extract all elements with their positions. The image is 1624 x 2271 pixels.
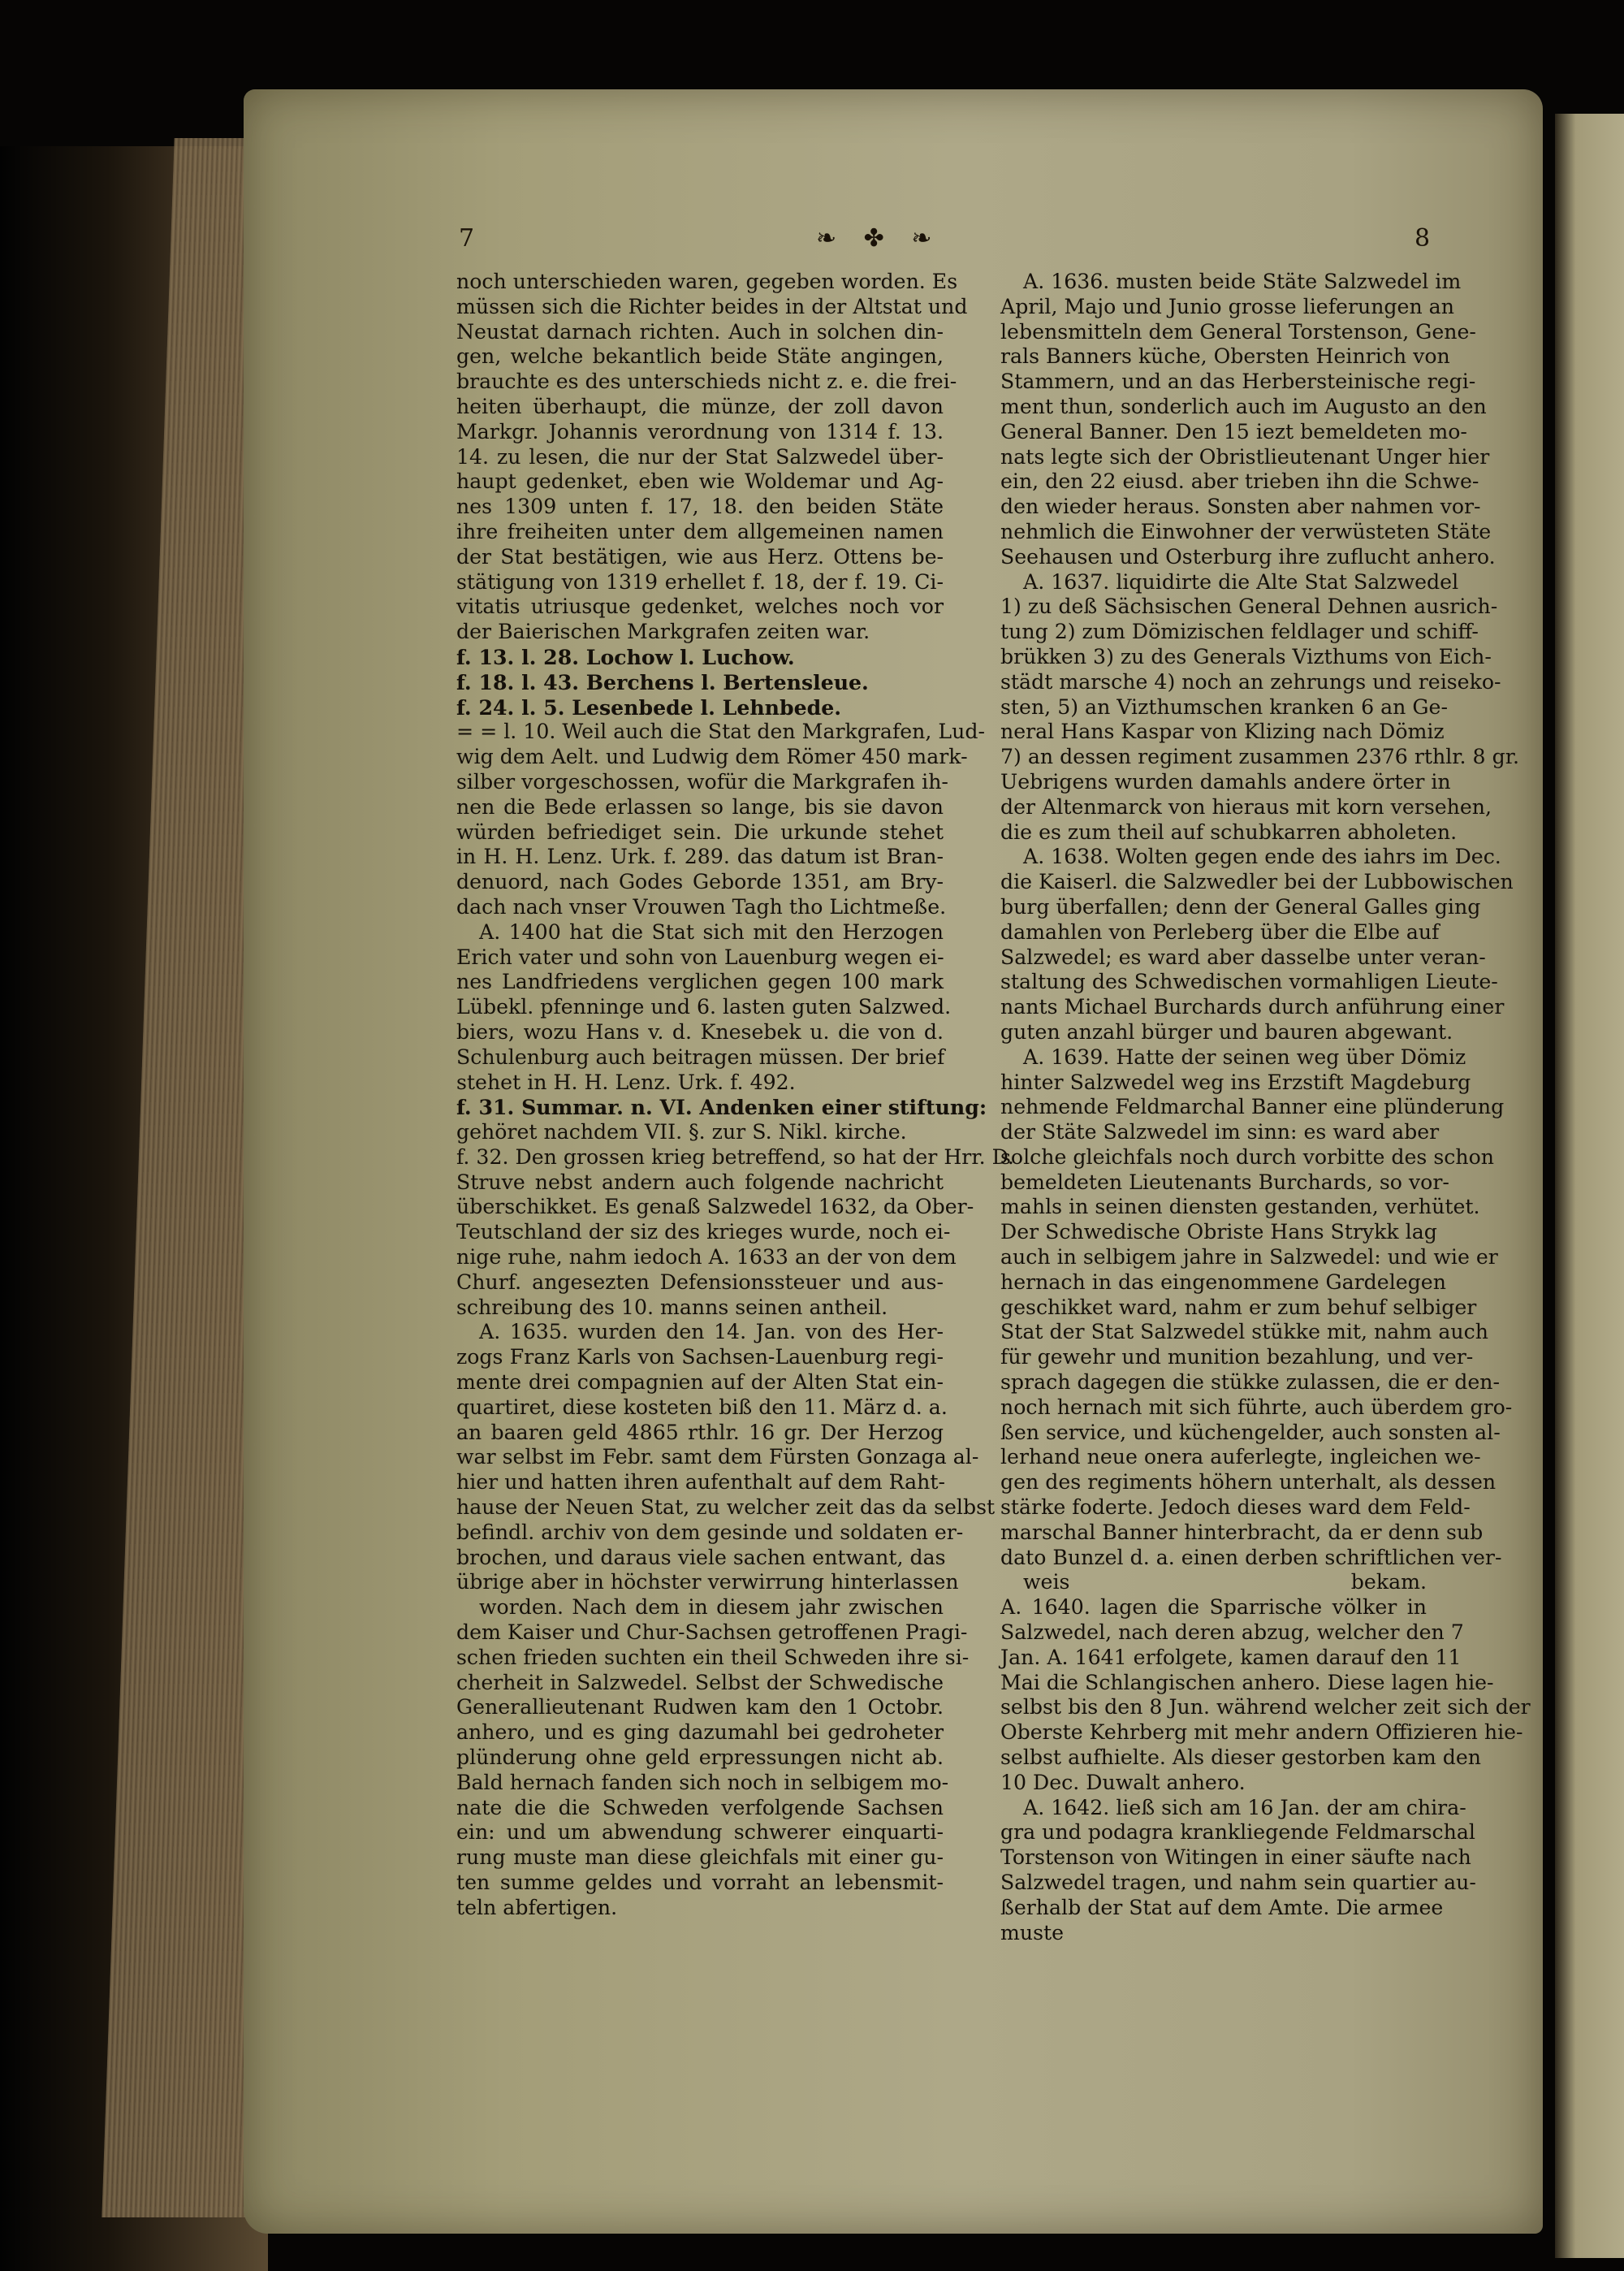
- text-line: auch in selbigem jahre in Salzwedel: und wie er: [1000, 1245, 1498, 1270]
- text-line: nes Landfriedens verglichen gegen 100 mark: [456, 970, 944, 994]
- text-line: nants Michael Burchards durch anführung einer: [1000, 995, 1505, 1019]
- running-header: [0, 224, 1624, 265]
- text-line: ein, den 22 eiusd. aber trieben ihn die Schwe-: [1000, 469, 1479, 494]
- text-line: Stammern, und an das Herbersteinische regi-: [1000, 370, 1476, 394]
- text-line: noch unterschieden waren, gegeben worden. Es: [456, 270, 958, 293]
- text-line: geschikket ward, nahm er zum behuf selbiger: [1000, 1295, 1477, 1319]
- header-ornament: ❧ ✤ ❧: [816, 224, 942, 253]
- text-line: ßerhalb der Stat auf dem Amte. Die armee: [1000, 1895, 1444, 1919]
- text-line: A. 1638. Wolten gegen ende des iahrs im Dec.: [1023, 845, 1501, 869]
- text-line: cherheit in Salzwedel. Selbst der Schwedische: [456, 1670, 944, 1694]
- text-line: solche gleichfals noch durch vorbitte des schon: [1000, 1144, 1494, 1169]
- text-line: Der Schwedische Obriste Hans Strykk lag: [1000, 1220, 1437, 1244]
- text-line: der Stat bestätigen, wie aus Herz. Ottens be-: [456, 544, 944, 569]
- text-line: 10 Dec. Duwalt anhero.: [1000, 1770, 1246, 1794]
- text-line: A. 1642. ließ sich am 16 Jan. der am chira-: [1023, 1795, 1466, 1819]
- text-line: hause der Neuen Stat, zu welcher zeit das da selbst: [456, 1495, 996, 1520]
- text-line: mahls in seinen diensten gestanden, verhütet.: [1000, 1195, 1480, 1219]
- text-line: A. 1637. liquidirte die Alte Stat Salzwedel: [1023, 569, 1459, 594]
- text-line: dach nach vnser Vrouwen Tagh tho Lichtmeße.: [456, 894, 947, 919]
- text-line: ßen service, und küchengelder, auch sonsten al-: [1000, 1420, 1501, 1444]
- text-line: damahlen von Perleberg über die Elbe auf: [1000, 919, 1440, 944]
- text-line: brochen, und daraus viele sachen entwant, das: [456, 1545, 946, 1569]
- text-line: Salzwedel, nach deren abzug, welcher den 7: [1000, 1620, 1464, 1645]
- text-line: A. 1639. Hatte der seinen weg über Dömiz: [1023, 1045, 1466, 1069]
- text-line: nen die Bede erlassen so lange, bis sie davon: [456, 794, 944, 819]
- text-line: worden. Nach dem in diesem jahr zwischen: [479, 1595, 944, 1620]
- text-line: überschikket. Es genaß Salzwedel 1632, da Ober-: [456, 1195, 974, 1219]
- text-line: ein: und um abwendung schwerer einquarti-: [456, 1820, 944, 1845]
- text-line: heiten überhaupt, die münze, der zoll davon: [456, 394, 944, 418]
- text-line: Oberste Kehrberg mit mehr andern Offizieren hie-: [1000, 1720, 1523, 1745]
- text-line: anhero, und es ging dazumahl bei gedroheter: [456, 1720, 944, 1745]
- text-line: Uebrigens wurden damahls andere örter in: [1000, 769, 1451, 794]
- text-line: rals Banners küche, Obersten Heinrich von: [1000, 344, 1450, 369]
- text-line: in H. H. Lenz. Urk. f. 289. das datum ist Bran-: [456, 845, 944, 869]
- text-line: silber vorgeschossen, wofür die Markgrafen ih-: [456, 769, 948, 794]
- text-line: teln abfertigen.: [456, 1895, 618, 1919]
- text-line: f. 18. l. 43. Berchens l. Bertensleue.: [456, 669, 869, 694]
- text-line: f. 24. l. 5. Lesenbede l. Lehnbede.: [456, 694, 842, 720]
- text-line: nes 1309 unten f. 17, 18. den beiden Stäte: [456, 495, 944, 519]
- text-line: brükken 3) zu des Generals Vizthums von Eich-: [1000, 644, 1492, 668]
- text-line: Markgr. Johannis verordnung von 1314 f. 13.: [456, 419, 944, 443]
- text-line: lebensmitteln dem General Torstenson, Gene-: [1000, 319, 1476, 344]
- text-line: schen frieden suchten ein theil Schweden ihre si-: [456, 1645, 970, 1669]
- text-line: den wieder heraus. Sonsten aber nahmen vor-: [1000, 495, 1481, 519]
- text-line: stärke foderte. Jedoch dieses ward dem Feld-: [1000, 1495, 1471, 1520]
- text-line: stehet in H. H. Lenz. Urk. f. 492.: [456, 1070, 796, 1094]
- text-line: ihre freiheiten unter dem allgemeinen namen: [456, 519, 944, 543]
- text-line: quartiret, diese kosteten biß den 11. März d. a.: [456, 1395, 948, 1419]
- text-line: noch hernach mit sich führte, auch überdem gro-: [1000, 1395, 1513, 1419]
- text-line: tung 2) zum Dömizischen feldlager und schiff-: [1000, 620, 1479, 644]
- text-line: A. 1400 hat die Stat sich mit den Herzogen: [479, 919, 944, 944]
- text-line: gehöret nachdem VII. §. zur S. Nikl. kirche.: [456, 1120, 907, 1144]
- text-line: marschal Banner hinterbracht, da er denn sub: [1000, 1520, 1484, 1544]
- text-line: würden befriediget sein. Die urkunde stehet: [456, 820, 944, 844]
- facing-page-edge: [1555, 114, 1624, 2258]
- text-line: schreibung des 10. manns seinen antheil.: [456, 1295, 888, 1319]
- text-line: Churf. angesezten Defensionssteuer und aus-: [456, 1270, 944, 1294]
- text-line: nehmlich die Einwohner der verwüsteten Stäte: [1000, 519, 1492, 543]
- text-line: lerhand neue onera auferlegte, ingleichen we-: [1000, 1445, 1481, 1469]
- text-line: nehmende Feldmarchal Banner eine plünderung: [1000, 1095, 1505, 1119]
- text-line: Torstenson von Witingen in einer säufte nach: [1000, 1845, 1471, 1870]
- text-line: nate die die Schweden verfolgende Sachsen: [456, 1795, 944, 1819]
- text-line: A. 1635. wurden den 14. Jan. von des Her-: [479, 1320, 944, 1344]
- text-line: hernach in das eingenommene Gardelegen: [1000, 1270, 1446, 1294]
- text-line: selbst bis den 8 Jun. während welcher zeit sich der: [1000, 1695, 1531, 1719]
- text-line: selbst aufhielte. Als dieser gestorben kam den: [1000, 1745, 1482, 1770]
- text-line: ment thun, sonderlich auch im Augusto an den: [1000, 394, 1487, 418]
- text-line: = = l. 10. Weil auch die Stat den Markgrafen, Lud-: [456, 720, 985, 744]
- text-line: General Banner. Den 15 iezt bemeldeten mo-: [1000, 419, 1467, 443]
- text-line: rung muste man diese gleichfals mit einer gu-: [456, 1845, 944, 1870]
- text-line: hinter Salzwedel weg ins Erzstift Magdeburg: [1000, 1070, 1471, 1094]
- text-line: A. 1640. lagen die Sparrische völker in: [1000, 1595, 1427, 1620]
- text-line: haupt gedenket, eben wie Woldemar und Ag-: [456, 469, 944, 494]
- text-line: hier und hatten ihren aufenthalt auf dem Raht-: [456, 1470, 946, 1495]
- text-line: vitatis utriusque gedenket, welches noch vor: [456, 595, 944, 619]
- text-line: übrige aber in höchster verwirrung hinterlassen: [456, 1570, 959, 1594]
- text-line: der Stäte Salzwedel im sinn: es ward aber: [1000, 1120, 1440, 1144]
- text-line: 1) zu deß Sächsischen General Dehnen ausrich-: [1000, 595, 1498, 619]
- text-line: Neustat darnach richten. Auch in solchen din-: [456, 319, 944, 344]
- text-line: sten, 5) an Vizthumschen kranken 6 an Ge-: [1000, 694, 1448, 719]
- text-line: Salzwedel tragen, und nahm sein quartier au-: [1000, 1871, 1476, 1894]
- text-line: April, Majo und Junio grosse lieferungen an: [1000, 294, 1454, 318]
- text-line: Schulenburg auch beitragen müssen. Der brief: [456, 1045, 945, 1069]
- text-line: für gewehr und munition bezahlung, und ver-: [1000, 1345, 1474, 1369]
- page-number-left: 7: [459, 224, 475, 253]
- text-line: müssen sich die Richter beides in der Altstat und: [456, 294, 968, 318]
- text-line: gen des regiments höhern unterhalt, als dessen: [1000, 1470, 1497, 1495]
- text-line: sprach dagegen die stükke zulassen, die er den-: [1000, 1370, 1501, 1395]
- text-line: plünderung ohne geld erpressungen nicht ab.: [456, 1745, 944, 1770]
- text-line: Mai die Schlangischen anhero. Diese lagen hie-: [1000, 1670, 1494, 1694]
- page-number-right: 8: [1415, 224, 1431, 253]
- text-line: die es zum theil auf schubkarren abholeten.: [1000, 820, 1458, 844]
- text-line: biers, wozu Hans v. d. Knesebek u. die von d.: [456, 1019, 944, 1044]
- text-line: bemeldeten Lieutenants Burchards, so vor-: [1000, 1170, 1449, 1194]
- text-line: nige ruhe, nahm iedoch A. 1633 an der von dem: [456, 1245, 957, 1270]
- text-line: neral Hans Kaspar von Klizing nach Dömiz: [1000, 720, 1445, 744]
- text-line: Seehausen und Osterburg ihre zuflucht anhero.: [1000, 544, 1496, 569]
- text-line: dem Kaiser und Chur-Sachsen getroffenen Pragi-: [456, 1620, 968, 1645]
- text-line: gen, welche bekantlich beide Stäte angingen,: [456, 344, 944, 369]
- text-line: nats legte sich der Obristlieutenant Unger hier: [1000, 444, 1490, 469]
- right-text-column: [1000, 270, 1531, 1945]
- text-line: zogs Franz Karls von Sachsen-Lauenburg regi-: [456, 1345, 944, 1369]
- text-line: wig dem Aelt. und Ludwig dem Römer 450 mark-: [456, 745, 968, 769]
- text-line: war selbst im Febr. samt dem Fürsten Gonzaga al-: [456, 1445, 979, 1469]
- text-line: Stat der Stat Salzwedel stükke mit, nahm auch: [1000, 1320, 1488, 1344]
- text-line: an baaren geld 4865 rthlr. 16 gr. Der Herzog: [456, 1420, 944, 1444]
- left-text-column: [456, 270, 1014, 1921]
- text-line: 7) an dessen regiment zusammen 2376 rthlr. 8 gr.: [1000, 745, 1519, 769]
- text-line: denuord, nach Godes Geborde 1351, am Bry-: [456, 870, 944, 894]
- text-line: staltung des Schwedischen vormahligen Lieute-: [1000, 970, 1498, 994]
- text-line: 14. zu lesen, die nur der Stat Salzwedel über-: [456, 444, 944, 469]
- text-line: gra und podagra krankliegende Feldmarschal: [1000, 1820, 1475, 1845]
- text-line: f. 31. Summar. n. VI. Andenken einer stiftung:: [456, 1095, 987, 1120]
- text-line: Lübekl. pfenninge und 6. lasten guten Salzwed.: [456, 995, 952, 1019]
- text-line: f. 32. Den grossen krieg betreffend, so hat der Hrr. D.: [456, 1144, 1014, 1169]
- text-line: Jan. A. 1641 erfolgete, kamen darauf den 11: [1000, 1645, 1462, 1669]
- text-line: Bald hernach fanden sich noch in selbigem mo-: [456, 1770, 949, 1794]
- text-line: brauchte es des unterschieds nicht z. e. die frei-: [456, 370, 957, 394]
- text-line: Erich vater und sohn von Lauenburg wegen ei-: [456, 945, 944, 969]
- text-line: stätigung von 1319 erhellet f. 18, der f. 19. Ci-: [456, 569, 944, 594]
- text-line: der Baierischen Markgrafen zeiten war.: [456, 620, 870, 644]
- text-line: ten summe geldes und vorraht an lebensmit-: [456, 1871, 944, 1894]
- text-line: dato Bunzel d. a. einen derben schriftlichen ver-: [1000, 1545, 1502, 1569]
- text-line: weis bekam.: [1023, 1570, 1427, 1594]
- text-line: Generallieutenant Rudwen kam den 1 Octobr.: [456, 1695, 944, 1719]
- text-line: Struve nebst andern auch folgende nachricht: [456, 1170, 944, 1194]
- text-line: befindl. archiv von dem gesinde und soldaten er-: [456, 1520, 964, 1544]
- text-line: städt marsche 4) noch an zehrungs und reiseko-: [1000, 669, 1501, 694]
- text-line: burg überfallen; denn der General Galles ging: [1000, 894, 1481, 919]
- text-line: Salzwedel; es ward aber dasselbe unter veran-: [1000, 945, 1486, 969]
- text-line: der Altenmarck von hieraus mit korn versehen,: [1000, 794, 1492, 819]
- text-line: mente drei compagnien auf der Alten Stat ein-: [456, 1370, 944, 1395]
- text-line: muste: [1000, 1920, 1065, 1944]
- text-line: A. 1636. musten beide Stäte Salzwedel im: [1023, 270, 1462, 293]
- text-line: die Kaiserl. die Salzwedler bei der Lubbowischen: [1000, 870, 1514, 894]
- text-line: f. 13. l. 28. Lochow l. Luchow.: [456, 644, 795, 669]
- text-line: Teutschland der siz des krieges wurde, noch ei-: [456, 1220, 951, 1244]
- text-line: guten anzahl bürger und bauren abgewant.: [1000, 1019, 1453, 1044]
